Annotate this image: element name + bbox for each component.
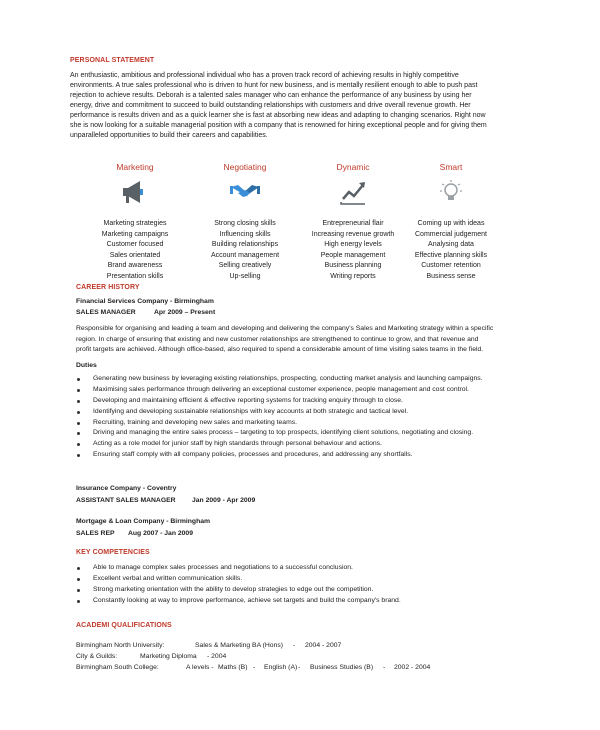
personal-line: unparalleled opportunities to build their careers and capabilities. — [70, 132, 268, 139]
job1-desc-line: region. In charge of ensuring that existing and new customer relationships are strengthened to continue to grow, and that revenue and — [76, 335, 479, 343]
skill-item: Business sense — [426, 272, 476, 280]
duty-item — [70, 374, 540, 385]
qual-subject: A levels - — [186, 664, 214, 671]
skill-list — [190, 219, 300, 282]
skill-item: Marketing campaigns — [101, 230, 169, 238]
competencies-list — [70, 563, 540, 607]
job3-role: SALES REP — [76, 530, 115, 537]
skill-item: Increasing revenue growth — [311, 230, 395, 238]
duties-list — [70, 374, 540, 461]
skill-item: Presentation skills — [106, 272, 164, 280]
job1-desc-line: profit targets are achieved. Although office-based, also required to spend a considerable amount of time visiting sales teams in the field. — [76, 346, 484, 353]
competency-text: Excellent verbal and written communication skills. — [93, 574, 243, 582]
handshake-icon — [230, 178, 260, 206]
competency-item — [70, 585, 540, 596]
personal-statement-text — [70, 71, 530, 141]
bullet-icon — [77, 389, 80, 392]
duty-item — [70, 450, 540, 461]
personal-statement-heading: PERSONAL STATEMENT — [70, 57, 155, 64]
skill-item: Sales orientated — [109, 251, 161, 259]
skill-item: Business planning — [324, 262, 382, 269]
skill-item: Coming up with ideas — [417, 220, 485, 227]
duty-item — [70, 418, 540, 429]
job1-role: SALES MANAGER — [76, 309, 136, 316]
skill-item: Customer focused — [106, 241, 164, 248]
personal-line: rejection to achieve results. Deborah is a talented sales manager who can enhance the performance of any business by using her — [70, 92, 472, 99]
lightbulb-icon — [436, 178, 466, 206]
skill-list — [298, 219, 408, 282]
duty-text: Maximising sales performance through delivering an exceptional customer experience, people management and cost control. — [93, 385, 469, 393]
bullet-icon — [77, 454, 80, 457]
bullet-icon — [77, 600, 80, 603]
duty-text: Acting as a role model for junior staff by high standards through personal behaviour and actions. — [93, 440, 382, 448]
duty-text: Identifying and developing sustainable relationships with key accounts at both strategic and tactical level. — [93, 407, 409, 415]
bullet-icon — [77, 589, 80, 592]
personal-line: environments. A true sales professional who is driven to hunt for new business, and is mentally resilient enough to able to push past — [70, 82, 478, 89]
qual-subject: Maths (B) — [218, 664, 248, 671]
qual-dash: - — [383, 664, 386, 671]
job2-role: ASSISTANT SALES MANAGER — [76, 497, 176, 504]
job2-company: Insurance Company - Coventry — [76, 485, 177, 492]
skill-column-smart — [396, 162, 506, 282]
job2-dates: Jan 2009 - Apr 2009 — [192, 497, 256, 504]
key-competencies-heading: KEY COMPETENCIES — [76, 549, 150, 556]
personal-line: energy, drive and commitment to succeed to build outstanding relationships with customers and drive overall revenue growth. Her — [70, 102, 471, 109]
job1-description — [76, 324, 546, 356]
personal-line: she is now looking for a suitable managerial position with a company that is renowned for hiring exceptional people and for giving them — [70, 122, 487, 129]
bullet-icon — [77, 378, 80, 381]
bullet-icon — [77, 411, 80, 414]
skill-item: People management — [320, 251, 386, 259]
skill-item: Up-selling — [229, 272, 261, 280]
duty-item — [70, 407, 540, 418]
skill-item: Analysing data — [428, 241, 474, 248]
skill-title: Marketing — [116, 162, 154, 172]
competency-text: Able to manage complex sales processes and negotiations to a successful conclusion. — [93, 564, 353, 571]
duty-item — [70, 385, 540, 396]
skill-list — [80, 219, 190, 282]
duties-label: Duties — [76, 362, 97, 369]
skill-title: Negotiating — [223, 162, 267, 172]
skill-item: Selling creatively — [218, 262, 272, 269]
qual-dash: - — [293, 642, 296, 649]
duty-item — [70, 396, 540, 407]
duty-text: Generating new business by leveraging existing relationships, prospecting, conducting market analysis and launching campaigns. — [93, 375, 483, 382]
skill-item: Strong closing skills — [214, 220, 276, 227]
skill-title: Dynamic — [336, 162, 370, 172]
competency-item — [70, 563, 540, 574]
qual-dash: - — [298, 664, 301, 671]
qual-place: Birmingham South College: — [76, 664, 159, 671]
bullet-icon — [77, 432, 80, 435]
qual-subject: Business Studies (B) — [310, 664, 374, 671]
competency-text: Constantly looking at way to improve performance, achieve set targets and build the company's brand. — [93, 596, 401, 604]
qual-place: City & Guilds: — [76, 653, 118, 660]
duty-text: Recruiting, training and developing new sales and marketing teams. — [93, 418, 298, 426]
skill-item: Influencing skills — [219, 230, 271, 238]
qual-course: Marketing Diploma — [140, 653, 197, 660]
competency-item — [70, 574, 540, 585]
skill-column-dynamic — [298, 162, 408, 282]
duty-text: Ensuring staff comply with all company policies, processes and procedures, and addressing any shortfalls. — [93, 451, 413, 459]
skill-item: Brand awareness — [107, 262, 163, 269]
qual-subject: English (A) — [264, 664, 298, 671]
job1-dates: Apr 2009 – Present — [154, 309, 216, 316]
duty-text: Developing and maintaining efficient & effective reporting systems for tracking enquiry through to close. — [93, 396, 403, 404]
growth-chart-icon — [338, 178, 368, 206]
competency-item — [70, 596, 540, 607]
competency-text: Strong marketing orientation with the ability to develop strategies to edge out the competition. — [93, 585, 374, 593]
bullet-icon — [77, 443, 80, 446]
skill-item: Marketing strategies — [103, 220, 167, 227]
skill-item: Effective planning skills — [414, 251, 488, 259]
qualifications-heading: ACADEMI QUALIFICATIONS — [76, 622, 172, 629]
bullet-icon — [77, 400, 80, 403]
qual-years: - 2004 — [207, 653, 227, 660]
duty-text: Driving and managing the entire sales process – targeting to top prospects, identifying client solutions, negotiating and closing. — [93, 429, 474, 437]
skill-list — [396, 219, 506, 282]
skill-title: Smart — [439, 162, 463, 172]
duty-item — [70, 439, 540, 450]
bullet-icon — [77, 422, 80, 425]
skill-item: Account management — [210, 251, 280, 259]
skill-item: Commercial judgement — [415, 230, 487, 238]
job1-company: Financial Services Company - Birmingham — [76, 298, 214, 305]
duty-item — [70, 428, 540, 439]
qual-years: 2004 - 2007 — [305, 642, 342, 649]
qual-years: 2002 - 2004 — [394, 664, 431, 671]
skill-item: Building relationships — [211, 241, 279, 248]
skill-column-negotiating — [190, 162, 300, 282]
job1-desc-line: Responsible for organising and leading a team and developing and delivering the company's Sales and Marketing strategy within a specific — [76, 325, 494, 332]
skills-section — [70, 162, 530, 282]
skill-column-marketing — [80, 162, 190, 282]
skill-item: Entrepreneurial flair — [322, 220, 384, 227]
megaphone-icon — [120, 178, 150, 206]
career-history-heading: CAREER HISTORY — [76, 284, 140, 291]
qual-dash: - — [253, 664, 256, 671]
bullet-icon — [77, 578, 80, 581]
skill-item: Writing reports — [330, 272, 376, 280]
personal-line: performance is results driven and as a quick learner she is fast at absorbing new ideas and adapting to changing scenarios. Right now — [70, 112, 486, 119]
bullet-icon — [77, 567, 80, 570]
skill-item: Customer retention — [421, 262, 481, 269]
qual-course: Sales & Marketing BA (Hons) — [195, 642, 284, 649]
skill-item: High energy levels — [324, 241, 382, 248]
personal-line: An enthusiastic, ambitious and professional individual who has a proven track record of achieving results in highly competitive — [70, 72, 459, 79]
qual-place: Birmingham North University: — [76, 642, 165, 649]
job3-dates: Aug 2007 - Jan 2009 — [128, 530, 193, 537]
job3-company: Mortgage & Loan Company - Birmingham — [76, 518, 211, 525]
